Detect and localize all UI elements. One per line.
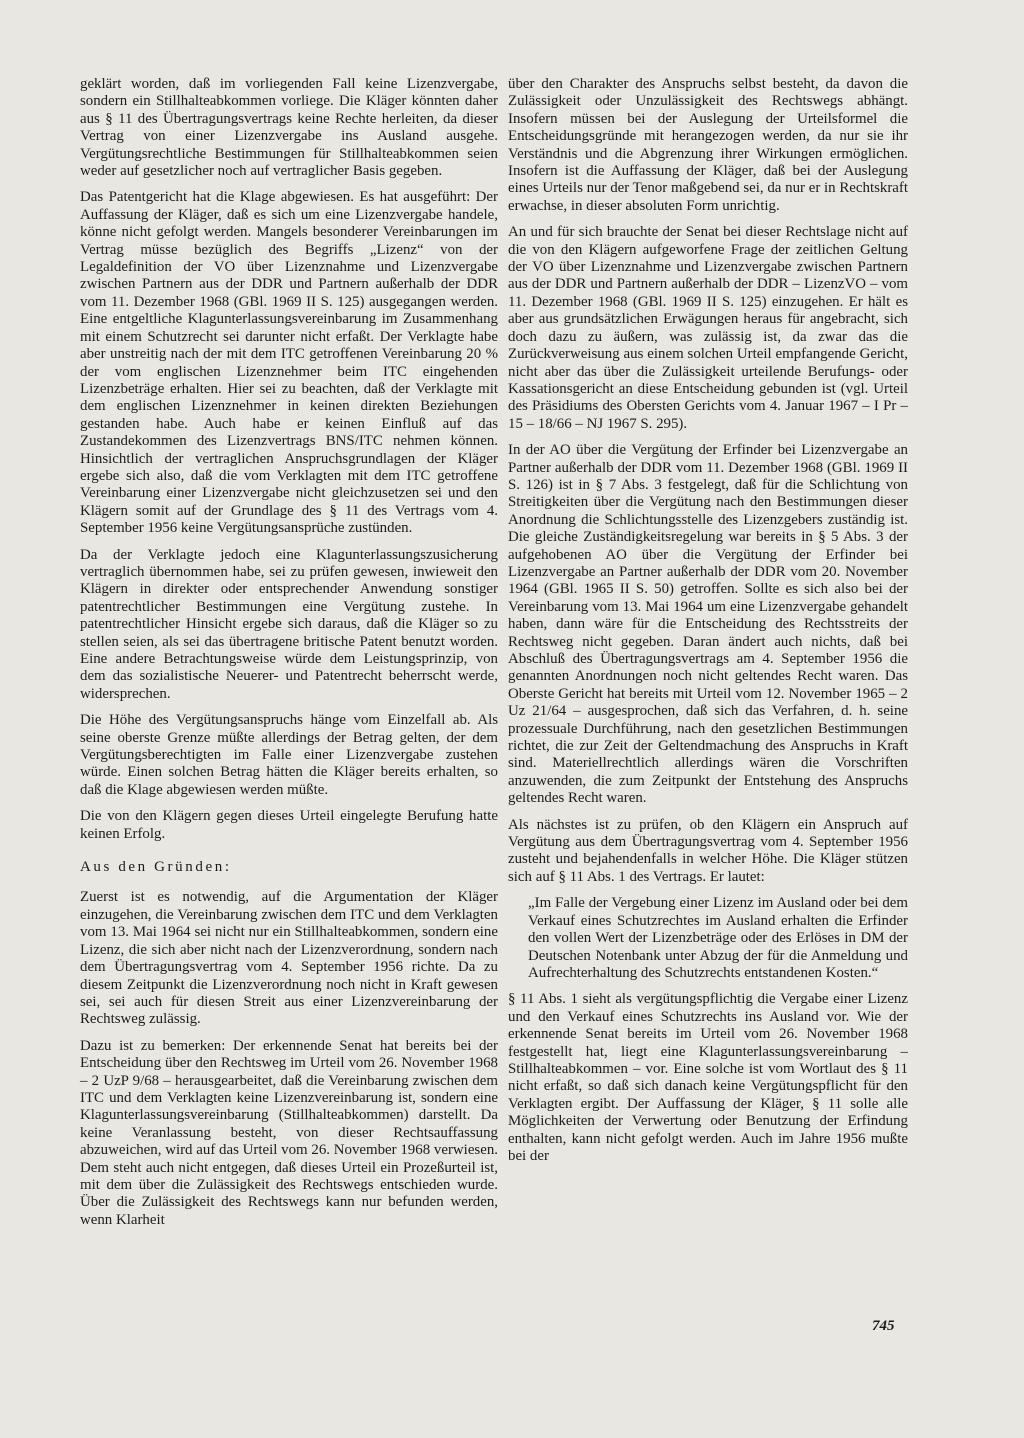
paragraph: Da der Verklagte jedoch eine Klagunterlassungszusicherung vertraglich übernommen habe, sei zu prüfen gewesen, inwieweit den Klägern in direkter oder entsprechender Anwendung sonstiger patentrechtlicher Bestimmungen eine Vergütung zustehe. In patentrechtlicher Hinsicht ergebe sich daraus, daß die Kläger so zu stellen seien, als sei das übertragene britische Patent benutzt worden. Eine andere Betrachtungsweise würde dem Leistungsprinzip, von dem das sozialistische Neuerer- und Patentrecht beherrscht werde, widersprechen.	[80, 546, 498, 702]
paragraph: Das Patentgericht hat die Klage abgewiesen. Es hat ausgeführt: Der Auffassung der Kläger, daß es sich um eine Lizenzvergabe handele, könne nicht gefolgt werden. Mangels besonderer Vereinbarungen im Vertrag müsse bezüglich des Begriffs „Lizenz“ von der Legaldefinition der VO über Lizenznahme und Lizenzvergabe zwischen Partnern aus der DDR und Partnern außerhalb der DDR vom 11. Dezember 1968 (GBl. 1969 II S. 125) ausgegangen werden. Eine entgeltliche Klagunterlassungsvereinbarung im Zusammenhang mit einem Schutzrecht sei darunter nicht erfaßt. Der Verklagte habe aber unstreitig nach der mit dem ITC getroffenen Vereinbarung 20 % der vom englischen Lizenznehmer beim ITC eingehenden Lizenzbeträge erhalten. Hier sei zu beachten, daß der Verklagte mit dem englischen Lizenznehmer in keinen direkten Beziehungen gestanden habe. Auch habe er keinen Einfluß auf das Zustandekommen des Lizenzvertrags BNS/ITC nehmen können. Hinsichtlich der vertraglichen Anspruchsgrundlagen der Kläger ergebe sich also, daß die vom Verklagten mit dem ITC getroffene Vereinbarung einer Lizenzvergabe nicht gleichzusetzen sei und den Klägern somit auf der Grundlage des § 11 des Vertrags vom 4. September 1956 keine Vergütungsansprüche zustünden.	[80, 189, 498, 537]
paragraph: geklärt worden, daß im vorliegenden Fall keine Lizenzvergabe, sondern ein Stillhalteabkommen vorliege. Die Kläger könnten daher aus § 11 des Übertragungsvertrags keine Rechte herleiten, da dieser Vertrag von einer Lizenzvergabe ins Ausland ausgehe. Vergütungsrechtliche Bestimmungen für Stillhalteabkommen seien weder auf gesetzlicher noch auf vertraglicher Basis gegeben.	[80, 76, 498, 180]
section-heading: Aus den Gründen:	[80, 859, 232, 876]
page-number: 745	[872, 1318, 895, 1334]
paragraph: § 11 Abs. 1 sieht als vergütungspflichtig die Vergabe einer Lizenz und den Verkauf eines Schutzrechts ins Ausland vor. Wie der erkennende Senat bereits im Urteil vom 26. November 1968 festgestellt hat, liegt eine Klagunterlassungsvereinbarung – Stillhalteabkommen – vor. Eine solche ist vom Wortlaut des § 11 nicht erfaßt, so daß sich danach keine Vergütungspflicht für den Verklagten ergibt. Der Auffassung der Kläger, § 11 solle alle Möglichkeiten der Verwertung oder Benutzung der Erfindung enthalten, kann nicht gefolgt werden. Auch im Jahre 1956 mußte bei der	[508, 991, 908, 1164]
paragraph: Die von den Klägern gegen dieses Urteil eingelegte Berufung hatte keinen Erfolg.	[80, 808, 498, 842]
paragraph: Dazu ist zu bemerken: Der erkennende Senat hat bereits bei der Entscheidung über den Rechtsweg im Urteil vom 26. November 1968 – 2 UzP 9/68 – herausgearbeitet, daß die Vereinbarung zwischen dem ITC und dem Verklagten keine Lizenzvereinbarung ist, sondern eine Klagunterlassungsvereinbarung (Stillhalteabkommen) darstellt. Da keine Veranlassung besteht, von dieser Rechtsauffassung abzuweichen, wird auf das Urteil vom 26. November 1968 verwiesen. Dem steht auch nicht entgegen, daß dieses Urteil ein Prozeßurteil ist, mit dem über die Zulässigkeit des Rechtswegs entschieden wurde. Über die Zulässigkeit des Rechtswegs kann nur befunden werden, wenn Klarheit	[80, 1037, 498, 1228]
left-column	[80, 76, 498, 1238]
paragraph: Zuerst ist es notwendig, auf die Argumentation der Kläger einzugehen, die Vereinbarung zwischen dem ITC und dem Verklagten vom 13. Mai 1964 sei nicht nur ein Stillhalteabkommen, sondern eine Lizenz, die sich aber nicht nach der Lizenzverordnung, sondern nach dem Übertragungsvertrag vom 4. September 1956 richte. Da zu diesem Zeitpunkt die Lizenzverordnung noch nicht in Kraft gewesen sei, sei auch für diesen Streit aus einer Lizenzvereinbarung der Rechtsweg zulässig.	[80, 889, 498, 1028]
paragraph: über den Charakter des Anspruchs selbst besteht, da davon die Zulässigkeit oder Unzulässigkeit des Rechtswegs abhängt. Insofern müssen bei der Auslegung der Urteilsformel die Entscheidungsgründe mit herangezogen werden, da nur sie ihr Verständnis und die Abgrenzung ihrer Wirkungen ermöglichen. Insofern ist die Auffassung der Kläger, daß bei der Auslegung eines Urteils nur der Tenor maßgebend sei, da nur er in Rechtskraft erwachse, in dieser absoluten Form unrichtig.	[508, 76, 908, 214]
paragraph: An und für sich brauchte der Senat bei dieser Rechtslage nicht auf die von den Klägern aufgeworfene Frage der zeitlichen Geltung der VO über Lizenznahme und Lizenzvergabe zwischen Partnern aus der DDR und Partnern außerhalb der DDR – LizenzVO – vom 11. Dezember 1968 (GBl. 1969 II S. 125) einzugehen. Er hält es aber aus grundsätzlichen Erwägungen heraus für angebracht, sich doch dazu zu äußern, was zulässig ist, da zwar das die Zurückverweisung aus einem solchen Urteil empfangende Gericht, nicht aber das über die Zulässigkeit urteilende Berufungs- oder Kassationsgericht an diese Entscheidung gebunden ist (vgl. Urteil des Präsidiums des Obersten Gerichts vom 4. Januar 1967 – I Pr – 15 – 18/66 – NJ 1967 S. 295).	[508, 224, 908, 432]
quotation: „Im Falle der Vergebung einer Lizenz im Ausland oder bei dem Verkauf eines Schutzrechtes im Ausland erhalten die Erfinder den vollen Wert der Lizenzbeträge oder des Erlöses in DM der Deutschen Notenbank unter Abzug der für die Anmeldung und Aufrechterhaltung des Schutzrechts entstandenen Kosten.“	[528, 895, 908, 981]
paragraph: In der AO über die Vergütung der Erfinder bei Lizenzvergabe an Partner außerhalb der DDR vom 11. Dezember 1968 (GBl. 1969 II S. 126) ist in § 7 Abs. 3 festgelegt, daß für die Schlichtung von Streitigkeiten über die Vergütung nach den Bestimmungen dieser Anordnung die Schlichtungsstelle des Lizenzgebers zuständig ist. Die gleiche Zuständigkeitsregelung war bereits in § 5 Abs. 3 der aufgehobenen AO über die Vergütung der Erfinder bei Lizenzvergabe an Partner außerhalb der DDR vom 20. November 1964 (GBl. 1965 II S. 50) getroffen. Sollte es sich also bei der Vereinbarung vom 13. Mai 1964 um eine Lizenzvergabe gehandelt haben, dann wäre für die Entscheidung des Rechtsstreits der Rechtsweg nicht gegeben. Daran ändert auch nichts, daß bei Abschluß des Übertragungsvertrags am 4. September 1956 die genannten Anordnungen noch nicht geltendes Recht waren. Das Oberste Gericht hat bereits mit Urteil vom 12. November 1965 – 2 Uz 21/64 – ausgesprochen, daß sich das Verfahren, d. h. seine prozessuale Durchführung, nach den gesetzlichen Bestimmungen richtet, die zur Zeit der Geltendmachung des Anspruchs in Kraft sind. Materiellrechtlich allerdings wären die Vorschriften anzuwenden, die zum Zeitpunkt der Entstehung des Anspruchs geltendes Recht waren.	[508, 442, 908, 807]
paragraph: Die Höhe des Vergütungsanspruchs hänge vom Einzelfall ab. Als seine oberste Grenze müßte allerdings der Betrag gelten, der dem Vergütungsberechtigten im Falle einer Lizenzvergabe zustehen würde. Einen solchen Betrag hätten die Kläger bereits erhalten, so daß die Klage abgewiesen werden müßte.	[80, 712, 498, 798]
right-column	[508, 76, 908, 1174]
paragraph: Als nächstes ist zu prüfen, ob den Klägern ein Anspruch auf Vergütung aus dem Übertragungsvertrag vom 4. September 1956 zusteht und bejahendenfalls in welcher Höhe. Die Kläger stützen sich auf § 11 Abs. 1 des Vertrags. Er lautet:	[508, 816, 908, 885]
